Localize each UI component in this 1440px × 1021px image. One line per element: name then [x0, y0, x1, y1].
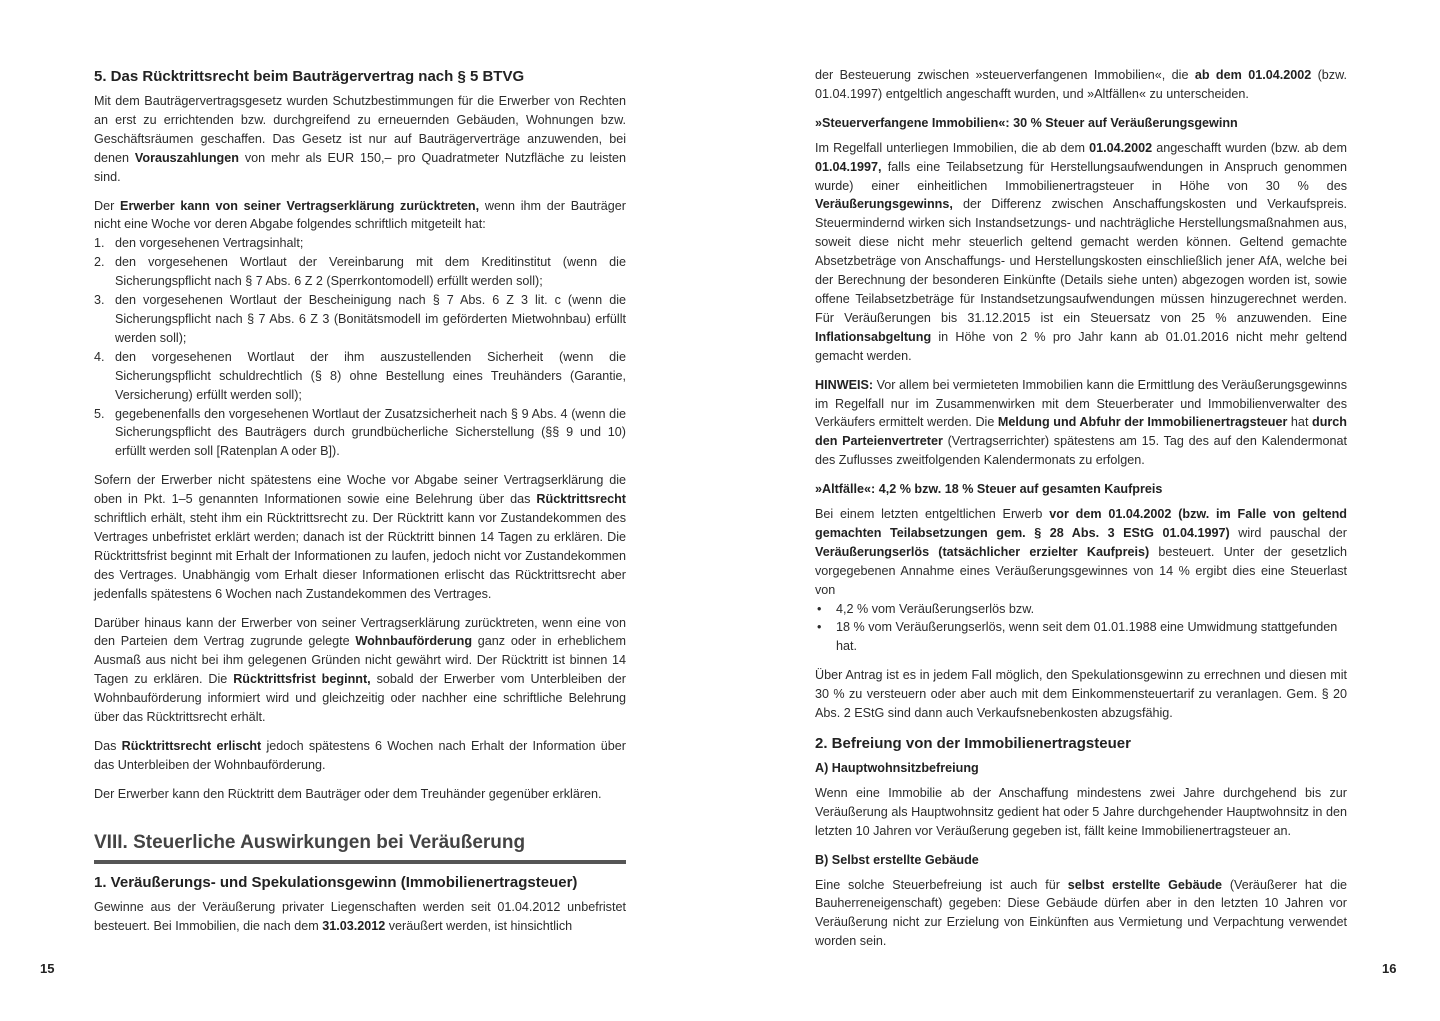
list-item: 4. den vorgesehenen Wortlaut der ihm auszustellenden Sicherheit (wenn die Sicherungspflicht schuldrechtlich (§ 8) ohne Bestellung eines Treuhänders (Garantie, Versicherung) erfüllt werden soll);: [94, 349, 626, 402]
page-number-right: 16: [1382, 961, 1397, 976]
paragraph: Das Rücktrittsrecht erlischt jedoch spätestens 6 Wochen nach Erhalt der Information über das Unterbleiben der Wohnbauförderung.: [94, 739, 627, 772]
paragraph: Darüber hinaus kann der Erwerber von seiner Vertragserklärung zurücktreten, wenn eine von den Parteien dem Vertrag zugrunde gelegte Wohnbauförderung ganz oder in erheblichem Ausmaß aus nicht bei ihm gelegenen Gründen nicht gewährt wird. Der Rücktritt ist binnen 14 Tagen zu erklären. Die Rücktrittsfrist beginnt, sobald der Erwerber vom Unterbleiben der Wohnbauförderung informiert wird und gleichzeitig oder nachher eine schriftliche Belehrung über das Rücktrittsrecht erhält.: [94, 615, 626, 725]
subheading-altfaelle: »Altfälle«: 4,2 % bzw. 18 % Steuer auf gesamten Kaufpreis: [815, 482, 1163, 497]
paragraph: Der Erwerber kann den Rücktritt dem Bauträger oder dem Treuhänder gegenüber erklären.: [94, 786, 602, 801]
chapter-heading: VIII. Steuerliche Auswirkungen bei Veräußerung: [94, 830, 626, 864]
page-number-left: 15: [40, 961, 55, 976]
paragraph: Sofern der Erwerber nicht spätestens eine Woche vor Abgabe seiner Vertragserklärung die oben in Pkt. 1–5 genannten Informationen sowie eine Belehrung über das Rücktrittsrecht schriftlich erhält, steht ihm ein Rücktrittsrecht zu. Der Rücktritt kann vor Zustandekommen des Vertrages unbefristet erklärt werden; danach ist der Rücktritt binnen 14 Tagen zu erklären. Die Rücktrittsfrist beginnt mit Erhalt der Informationen zu laufen, jedoch nicht vor Zustandekommen des Vertrages. Unabhängig vom Erhalt dieser Informationen erlischt das Rücktrittsrecht aber jedenfalls spätestens 6 Wochen nach Zustandekommen des Vertrages.: [94, 473, 626, 601]
paragraph: Der Erwerber kann von seiner Vertragserklärung zurücktreten, wenn ihm der Bauträger nicht eine Woche vor deren Abgabe folgendes schriftlich mitgeteilt hat:: [94, 198, 627, 232]
subheading-selbst-erstellt: B) Selbst erstellte Gebäude: [815, 852, 979, 867]
list-item: 5. gegebenenfalls den vorgesehenen Wortlaut der Zusatzsicherheit nach § 9 Abs. 4 (wenn die Sicherungspflicht des Bauträgers durch grundbücherliche Sicherstellung (§§ 9 und 10) erfüllt werden soll [Ratenplan A oder B]).: [94, 406, 626, 459]
paragraph: Mit dem Bauträgervertragsgesetz wurden Schutzbestimmungen für die Erwerber von Rechten an erst zu errichtenden bzw. durchgreifend zu erneuernden Gebäuden, Wohnungen bzw. Geschäftsräumen geschaffen. Das Gesetz ist nur auf Bauträgerverträge anzuwenden, bei denen Vorauszahlungen von mehr als EUR 150,– pro Quadratmeter Nutzfläche zu leisten sind.: [94, 94, 626, 184]
list-item: 2. den vorgesehenen Wortlaut der Vereinbarung mit dem Kreditinstitut (wenn die Sicherungspflicht nach § 7 Abs. 6 Z 2 (Sperrkontomodell) erfüllt werden soll);: [94, 255, 626, 289]
left-page-column: [94, 66, 626, 946]
list-item: 3. den vorgesehenen Wortlaut der Bescheinigung nach § 7 Abs. 6 Z 3 lit. c (wenn die Sicherungspflicht nach § 7 Abs. 6 Z 3 (Bonitätsmodell im geförderten Mietwohnbau) erfüllt werden soll);: [94, 293, 626, 345]
paragraph: Über Antrag ist es in jedem Fall möglich, den Spekulationsgewinn zu errechnen und diesen mit 30 % zu versteuern oder aber auch mit dem Einkommensteuertarif zu veranlagen. Gem. § 20 Abs. 2 EStG sind dann auch Verkaufsnebenkosten abzugsfähig.: [815, 668, 1347, 721]
section-heading-2: 2. Befreiung von der Immobilienertragsteuer: [815, 735, 1131, 752]
paragraph: Eine solche Steuerbefreiung ist auch für selbst erstellte Gebäude (Veräußerer hat die Bauherreneigenschaft) gegeben: Diese Gebäude dürfen aber in den letzten 10 Jahren vor Veräußerung nicht zur Erzielung von Einkünften aus Vermietung und Verpachtung verwendet worden sein.: [815, 877, 1347, 949]
bullet-list: [815, 600, 1347, 657]
paragraph: Im Regelfall unterliegen Immobilien, die ab dem 01.04.2002 angeschafft wurden (bzw. ab dem 01.04.1997, falls eine Teilabsetzung für Herstellungsaufwendungen in Anspruch genommen wurde) einer einheitlichen Immobilienertragsteuer in Höhe von 30 % des Veräußerungsgewinns, der Differenz zwischen Anschaffungskosten und Verkaufspreis. Steuermindernd wirken sich Instandsetzungs- und nachträgliche Herstellungsmaßnahmen aus, soweit diese nicht mehr steuerlich geltend gemacht werden können. Geltend gemachte Absetzbeträge von Anschaffungs- und Herstellungskosten einschließlich jener AfA, welche bei der Berechnung der besonderen Einkünfte (Details siehe unten) abgezogen worden ist, sowie offene Teilabsetzbeträge für Instandsetzungsaufwendungen müssen hinzugerechnet werden. Für Veräußerungen bis 31.12.2015 ist ein Steuersatz von 25 % anzuwenden. Eine Inflationsabgeltung in Höhe von 2 % pro Jahr kann ab 01.01.2016 nicht mehr geltend gemacht werden.: [815, 140, 1347, 363]
list-item: • 18 % vom Veräußerungserlös, wenn seit dem 01.01.1988 eine Umwidmung stattgefunden hat.: [815, 618, 1347, 656]
hint-paragraph: HINWEIS: Vor allem bei vermieteten Immobilien kann die Ermittlung des Veräußerungsgewinns im Regelfall nur im Zusammenwirken mit dem Steuerberater und Immobilienverwalter des Verkäufers ermittelt werden. Die Meldung und Abfuhr der Immobilienertragsteuer hat durch den Parteienvertreter (Vertragserrichter) spätestens am 15. Tag des auf den Kalendermonat des Zuflusses zweitfolgenden Kalendermonats zu erfolgen.: [815, 377, 1347, 468]
paragraph: Wenn eine Immobilie ab der Anschaffung mindestens zwei Jahre durchgehend bis zur Veräußerung als Hauptwohnsitz gedient hat oder 5 Jahre durchgehender Hauptwohnsitz in den letzten 10 Jahren vor Veräußerung gegeben ist, fällt keine Immobilienertragsteuer an.: [815, 785, 1347, 838]
numbered-list: [94, 234, 626, 461]
section-heading-1: 1. Veräußerungs- und Spekulationsgewinn (Immobilienertragsteuer): [94, 873, 578, 891]
paragraph: Gewinne aus der Veräußerung privater Liegenschaften werden seit 01.04.2012 unbefristet besteuert. Bei Immobilien, die nach dem 31.03.2012 veräußert werden, ist hinsichtlich: [94, 899, 626, 933]
subheading-steuerverfangene: »Steuerverfangene Immobilien«: 30 % Steuer auf Veräußerungsgewinn: [815, 115, 1238, 130]
section-heading-5: 5. Das Rücktrittsrecht beim Bauträgervertrag nach § 5 BTVG: [94, 68, 525, 85]
list-item: • 4,2 % vom Veräußerungserlös bzw.: [815, 600, 1347, 619]
list-item: 1. den vorgesehenen Vertragsinhalt;: [94, 236, 304, 251]
right-page-column: [815, 66, 1347, 961]
paragraph: Bei einem letzten entgeltlichen Erwerb vor dem 01.04.2002 (bzw. im Falle von geltend gemachten Teilabsetzungen gem. § 28 Abs. 3 EStG 01.04.1997) wird pauschal der Veräußerungserlös (tatsächlicher erzielter Kaufpreis) besteuert. Unter der gesetzlich vorgegebenen Annahme eines Veräußerungsgewinnes von 14 % ergibt dies eine Steuerlast von: [815, 507, 1347, 597]
paragraph: der Besteuerung zwischen »steuerverfangenen Immobilien«, die ab dem 01.04.2002 (bzw. 01.04.1997) entgeltlich angeschafft wurden, und »Altfällen« zu unterscheiden.: [815, 68, 1347, 101]
subheading-hauptwohnsitz: A) Hauptwohnsitzbefreiung: [815, 761, 979, 775]
